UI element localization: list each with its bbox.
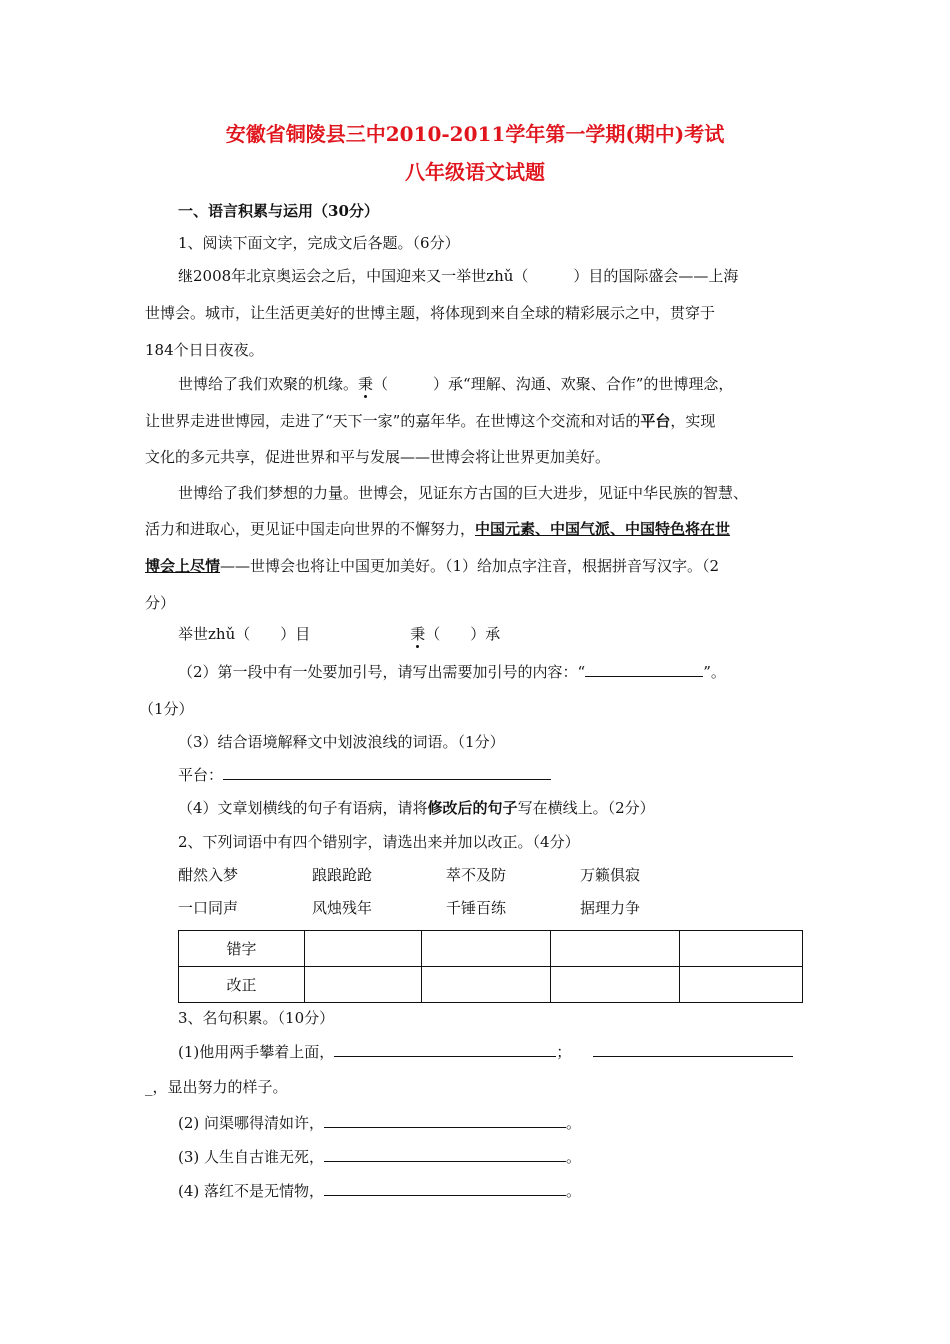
answer-line-1: 举世zhǔ（ ）目 秉（ ）承 bbox=[178, 625, 501, 643]
passage-p2-line1: 世博给了我们欢聚的机缘。秉（ ）承“理解、沟通、欢聚、合作”的世博理念， bbox=[178, 375, 734, 393]
sub-question-3: （3）结合语境解释文中划波浪线的词语。（1分） bbox=[178, 733, 505, 751]
answer-blank[interactable] bbox=[324, 1147, 566, 1162]
word-item: 一口同声 bbox=[178, 899, 239, 917]
exam-subtitle: 八年级语文试题 bbox=[405, 160, 545, 184]
question-2-stem: 2、下列词语中有四个错别字，请选出来并加以改正。（4分） bbox=[178, 833, 580, 851]
quote-4: (4) 落红不是无情物， 。 bbox=[178, 1182, 582, 1200]
dotted-char: 秉 bbox=[410, 625, 426, 643]
word-item: 据理力争 bbox=[580, 899, 641, 917]
dotted-char: 秉 bbox=[358, 375, 374, 393]
bold-word: 平台 bbox=[640, 412, 671, 430]
answer-cell[interactable] bbox=[422, 967, 551, 1003]
answer-blank[interactable] bbox=[585, 662, 703, 677]
passage-p2-line2: 让世界走进世博园，走进了“天下一家”的嘉年华。在世博这个交流和对话的平台，实现 bbox=[145, 412, 716, 430]
quote-2: (2) 问渠哪得清如许， 。 bbox=[178, 1114, 582, 1132]
passage-p1-line3: 184个日日夜夜。 bbox=[145, 341, 264, 359]
question-3-stem: 3、名句积累。（10分） bbox=[178, 1009, 335, 1027]
quote-3: (3) 人生自古谁无死， 。 bbox=[178, 1148, 582, 1166]
passage-p3-line4: 分） bbox=[145, 594, 176, 612]
passage-p3-line3: 博会上尽情——世博会也将让中国更加美好。（1）给加点字注音，根据拼音写汉字。（2 bbox=[145, 557, 720, 575]
answer-cell[interactable] bbox=[680, 967, 803, 1003]
answer-cell[interactable] bbox=[305, 967, 422, 1003]
answer-blank[interactable] bbox=[223, 765, 551, 780]
word-item: 萃不及防 bbox=[446, 866, 507, 884]
row-header: 错字 bbox=[179, 931, 305, 967]
table-row bbox=[179, 967, 803, 1003]
passage-p1-line2: 世博会。城市，让生活更美好的世博主题，将体现到来自全球的精彩展示之中，贯穿于 bbox=[145, 304, 716, 322]
word-item: 千锤百练 bbox=[446, 899, 507, 917]
passage-p3-line2: 活力和进取心，更见证中国走向世界的不懈努力，中国元素、中国气派、中国特色将在世 bbox=[145, 520, 731, 538]
passage-p1-line1: 继2008年北京奥运会之后，中国迎来又一举世zhǔ（ ）目的国际盛会——上海 bbox=[178, 267, 739, 285]
quote-1: (1)他用两手攀着上面， ； bbox=[178, 1041, 793, 1063]
sub-question-4: （4）文章划横线的句子有语病，请将修改后的句子写在横线上。（2分） bbox=[178, 799, 655, 817]
underlined-sentence: 中国元素、中国气派、中国特色将在世 bbox=[475, 520, 731, 538]
bold-phrase: 修改后的句子 bbox=[427, 799, 518, 817]
question-1-stem: 1、阅读下面文字，完成文后各题。（6分） bbox=[178, 234, 460, 252]
answer-blank[interactable] bbox=[593, 1042, 793, 1057]
quote-1-continued: _，显出努力的样子。 bbox=[145, 1078, 288, 1096]
word-item: 风烛残年 bbox=[312, 899, 373, 917]
table-row bbox=[179, 931, 803, 967]
word-item: 万籁俱寂 bbox=[580, 866, 641, 884]
sub-question-2: （2）第一段中有一处要加引号，请写出需要加引号的内容：“ ”。 bbox=[178, 663, 726, 681]
answer-cell[interactable] bbox=[551, 967, 680, 1003]
sub-question-3-answer: 平台： bbox=[178, 764, 551, 786]
word-item: 踉踉跄跄 bbox=[312, 866, 373, 884]
sub-question-2-score: （1分） bbox=[139, 700, 194, 718]
row-header: 改正 bbox=[179, 967, 305, 1003]
passage-p3-line1: 世博给了我们梦想的力量。世博会，见证东方古国的巨大进步，见证中华民族的智慧、 bbox=[178, 484, 749, 502]
answer-blank[interactable] bbox=[334, 1042, 556, 1057]
section-heading: 一、语言积累与运用（30分） bbox=[178, 202, 379, 220]
answer-blank[interactable] bbox=[324, 1181, 566, 1196]
correction-table bbox=[178, 930, 803, 1003]
passage-p2-line3: 文化的多元共享，促进世界和平与发展——世博会将让世界更加美好。 bbox=[145, 448, 611, 466]
answer-cell[interactable] bbox=[305, 931, 422, 967]
answer-cell[interactable] bbox=[422, 931, 551, 967]
underlined-sentence-end: 博会上尽情 bbox=[145, 557, 221, 575]
answer-blank[interactable] bbox=[324, 1113, 566, 1128]
word-item: 酣然入梦 bbox=[178, 866, 239, 884]
answer-cell[interactable] bbox=[680, 931, 803, 967]
exam-title: 安徽省铜陵县三中2010-2011学年第一学期(期中)考试 bbox=[225, 122, 725, 146]
answer-cell[interactable] bbox=[551, 931, 680, 967]
